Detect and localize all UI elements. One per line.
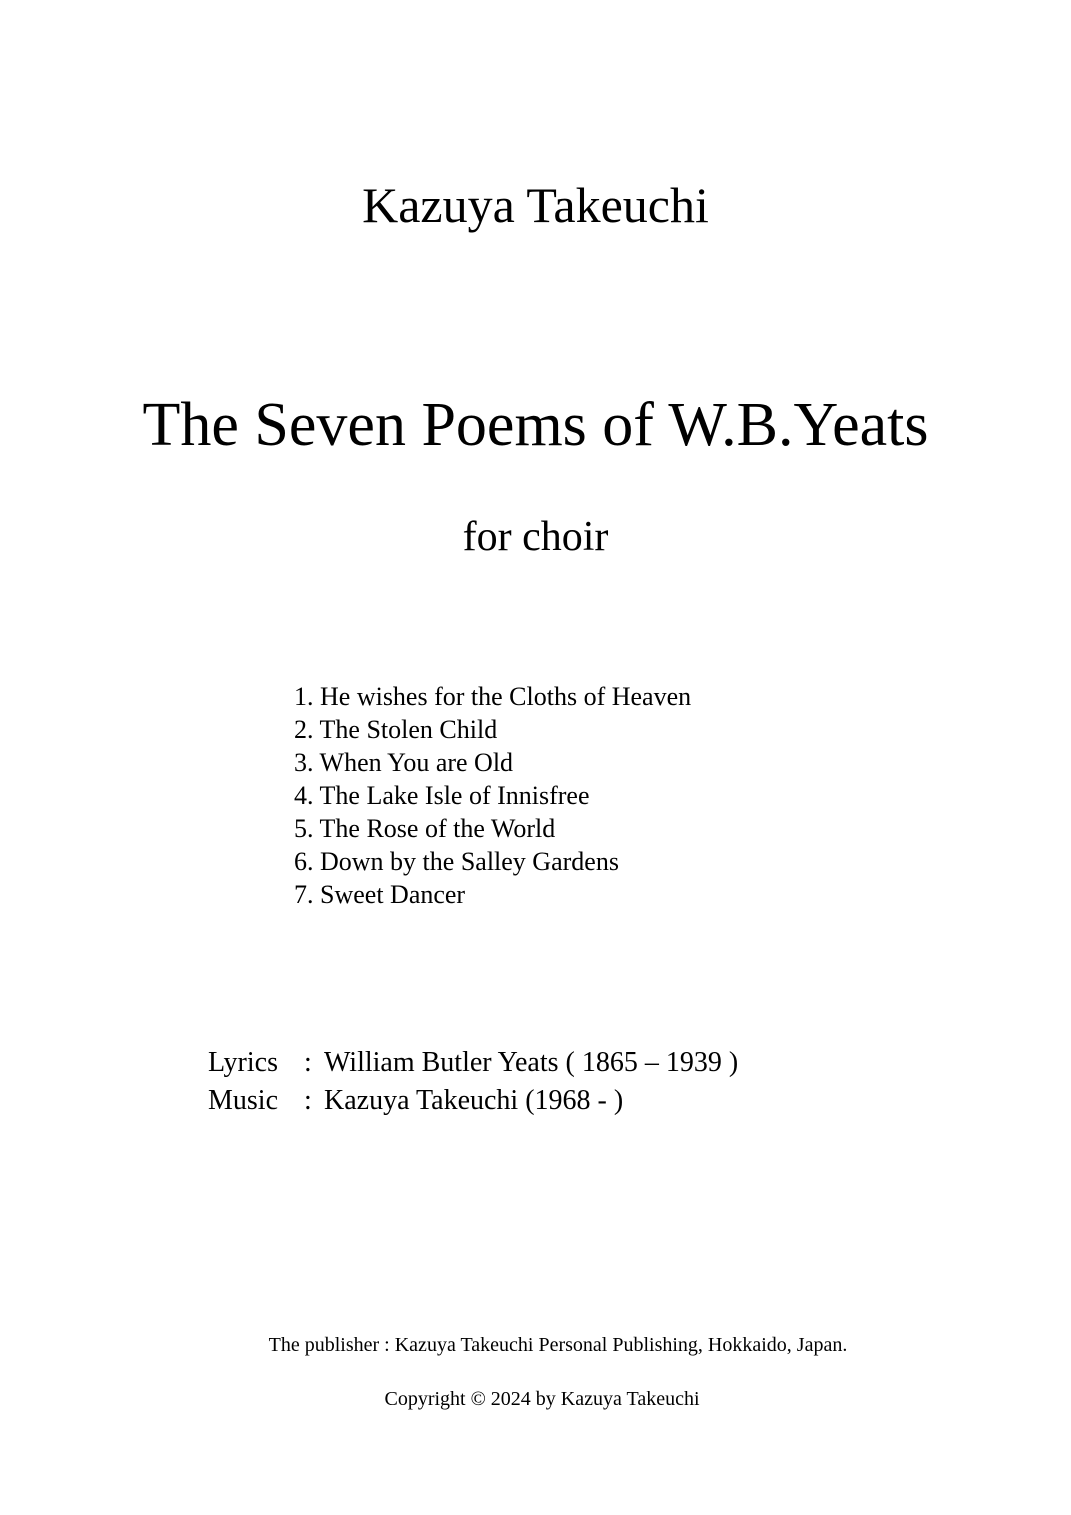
work-subtitle: for choir [462, 514, 609, 560]
song-item-2: 2. The Stolen Child [294, 715, 498, 744]
music-label: Music [208, 1085, 278, 1116]
song-item-5: 5. The Rose of the World [294, 814, 556, 843]
music-separator: : [304, 1085, 312, 1116]
song-item-6: 6. Down by the Salley Gardens [294, 847, 619, 876]
song-item-4: 4. The Lake Isle of Innisfree [294, 781, 590, 810]
lyrics-credit [208, 1044, 738, 1082]
composer-name: Kazuya Takeuchi [362, 177, 709, 233]
song-list [294, 680, 691, 911]
copyright-line: Copyright © 2024 by Kazuya Takeuchi [384, 1388, 700, 1410]
music-value: Kazuya Takeuchi (1968 - ) [324, 1085, 624, 1116]
lyrics-separator: : [304, 1047, 312, 1078]
credits [208, 1044, 738, 1120]
lyrics-label: Lyrics [208, 1047, 278, 1078]
song-item-1: 1. He wishes for the Cloths of Heaven [294, 682, 692, 711]
work-title: The Seven Poems of W.B.Yeats [142, 391, 929, 459]
music-credit [208, 1082, 738, 1120]
lyrics-value: William Butler Yeats ( 1865 – 1939 ) [324, 1047, 739, 1078]
publisher-line: The publisher : Kazuya Takeuchi Personal Publishing, Hokkaido, Japan. [268, 1334, 848, 1356]
song-item-7: 7. Sweet Dancer [294, 880, 466, 909]
song-item-3: 3. When You are Old [294, 748, 514, 777]
